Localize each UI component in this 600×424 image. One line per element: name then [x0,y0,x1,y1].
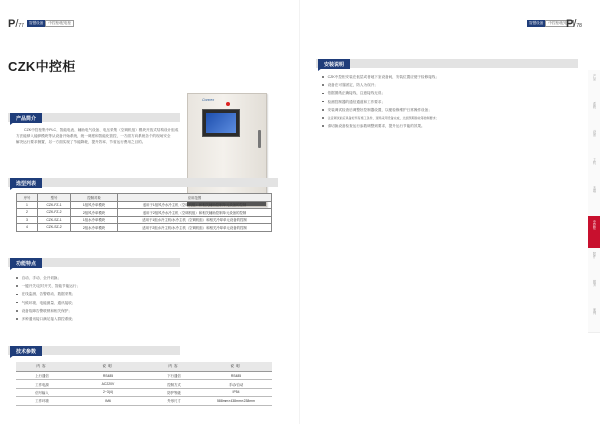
install-section-bar [316,59,578,68]
cell-model: CZK-FZ-2 [38,209,71,217]
side-tab-label: 中控柜 [592,220,596,230]
cell-value: RS485 [68,372,148,380]
install-list [322,73,578,130]
selection-table [16,193,272,232]
table-row [17,201,272,209]
side-tab[interactable] [588,126,600,155]
control-cabinet-image [187,93,267,207]
table-row [16,388,272,396]
selection-heading: 选型列表 [10,178,42,188]
cell-index: 1 [17,201,38,209]
cell-param: 工作电源 [16,380,68,388]
table-row [16,380,272,388]
list-item [322,122,578,130]
side-tab[interactable] [588,98,600,127]
tech-table [16,362,272,406]
cell-param: 上行通信 [16,372,68,380]
side-tab-label: 附件 [592,252,596,259]
cell-value: 2~3(4) [68,388,148,396]
col-header: 内容 [16,362,68,372]
table-row [16,372,272,380]
right-tag-subcategory: 中控柜/配电柜 [545,20,574,27]
features-list [16,274,186,323]
side-tab[interactable] [588,248,600,277]
list-item [16,315,186,323]
cell-model: CZK-SZ-1 [38,216,71,224]
install-text: 依据图纸正确接线，注意接线无误； [327,91,386,96]
cell-scope: 适用于1组风冷水冷主机（空调机组）和相关辅助控制单元设备的控制 [118,201,272,209]
page-spine [299,0,300,424]
side-tab-label: 服务 [592,280,596,287]
cell-value: 手动/自动 [200,380,272,388]
cell-param: 信号输入 [16,388,68,396]
left-header-tags [27,20,74,27]
cell-scope: 适用于2组风冷水冷主机（空调机组）和相关辅助控制单元设备的控制 [118,209,272,217]
right-page-value: 78 [576,23,582,29]
list-item [16,282,186,290]
left-tag-subcategory: 中控柜/配电柜 [45,20,74,27]
table-row [16,397,272,405]
side-tab[interactable] [588,182,600,211]
side-tab-label: 末端 [592,186,596,193]
col-header: 控制对象 [71,194,118,202]
list-item [322,106,578,114]
list-item [322,114,578,122]
table-row [17,216,272,224]
feature-text: 多种通讯接口满足接入群控系统； [21,317,76,322]
intro-line: 方法能够入能够模块等从设备开始系统，统一调度和智能化管控，一方面方向系统各个的现场安全 [16,134,171,139]
intro-line: CZK中控柜集中PLC、智能电表、辅助电气设备、电压采集（空调机组）模块开放式结构设计组成 [24,128,179,132]
col-header: 型号 [38,194,71,202]
cell-value: 588mm×438mm×238mm [200,397,272,405]
list-item [322,89,578,97]
cell-param: 工作环境 [16,397,68,405]
cell-value: RS485 [200,372,272,380]
install-text: 检测控制器的通信通道和工作要求； [327,99,386,104]
table-row [17,209,272,217]
tech-header-row [16,362,272,372]
list-item [16,290,186,298]
features-heading: 功能特点 [10,258,42,268]
cell-target: 2组水冷单模块 [71,224,118,232]
features-heading-tab [10,267,14,270]
list-item [322,81,578,89]
cell-param: 外形尺寸 [148,397,200,405]
right-page-letter: P [566,18,574,30]
side-tab[interactable] [588,154,600,183]
list-item [16,274,186,282]
tech-heading-tab [10,355,14,358]
cell-target: 2组风冷单模块 [71,209,118,217]
intro-heading-tab [10,122,14,125]
cell-index: 2 [17,209,38,217]
side-tab-active[interactable] [588,216,600,249]
side-tab-label: 系统 [592,102,596,109]
right-page-number: P/78 [566,18,582,30]
col-header: 说明 [200,362,272,372]
install-text: 请切换设备检查运行参数调整到要求，提升运行节能的效果。 [327,124,425,129]
install-text: CZK中控柜安装在低层或者地下室设备间，安装位置应便于检修接线； [327,75,439,79]
selection-heading-tab [10,187,14,190]
cabinet-touchscreen [202,109,240,137]
col-header: 说明 [68,362,148,372]
cell-target: 1组水冷单模块 [71,216,118,224]
list-item [16,307,186,315]
feature-text: 一键开关/定时开关、智能节能运行； [21,284,81,289]
feature-text: 气候环境、电能测量、通讯接收； [21,300,76,305]
cabinet-indicator-light [226,102,230,106]
install-text: 设备在可靠固定，防人为误开； [327,83,378,88]
side-tab-label: 主机 [592,158,596,165]
page-title: CZK中控柜 [8,59,76,74]
table-row [17,224,272,232]
intro-line: 解决运行要求侧置，另一方面实现了节能降耗，提升效率、节省运行费用之目的。 [16,140,146,145]
install-heading-tab [318,68,322,71]
install-text: 注意调试前应具备好所有施工条件，现场采用设备完成，达到预期验收等控制要求； [327,116,439,121]
left-page-letter: P [8,18,16,30]
tech-heading: 技术参数 [10,346,42,356]
col-header: 应用范围 [118,194,272,202]
list-item [322,73,578,81]
selection-section-bar [8,178,278,187]
cell-index: 3 [17,216,38,224]
feature-text: 设备故障告警联锁和相关保护； [21,308,72,313]
left-tag-category: 智慧设备 [27,20,45,27]
cell-target: 1组风冷单模块 [71,201,118,209]
list-item [322,98,578,106]
cell-model: CZK-FZ-1 [38,201,71,209]
cell-index: 4 [17,224,38,232]
side-tab[interactable] [588,70,600,99]
side-tab-label: 产品 [592,74,596,81]
cell-model: CZK-SZ-2 [38,224,71,232]
cell-param: 防护等级 [148,388,200,396]
cabinet-brand-label: Connex [202,98,215,102]
left-page-value: 77 [18,23,24,29]
cell-scope: 适用于1组水冷主机/水冷主机（空调机组）和相关冷却单元设备的控制 [118,216,272,224]
install-text: 安装调试检查后调整好控制器设置，以便检修维护日常操作设备； [327,107,432,112]
feature-text: 在线监测、告警联动、数据采集； [21,292,76,297]
col-header: 内容 [148,362,200,372]
right-tag-category: 智慧设备 [527,20,545,27]
list-item [16,299,186,307]
side-tab[interactable] [588,304,600,333]
cell-param: 控制方式 [148,380,200,388]
cell-param: 下行通信 [148,372,200,380]
col-header: 序号 [17,194,38,202]
feature-text: 自动、手动、全开切换； [21,276,62,280]
side-tab[interactable] [588,276,600,305]
cell-value: IP54 [200,388,272,396]
side-tab-label: 设备 [592,130,596,137]
cell-value: AC220V [68,380,148,388]
intro-heading: 产品简介 [10,113,42,123]
cell-value: IM6 [68,397,148,405]
cell-scope: 适用于2组水冷主机/水冷主机（空调机组）和相关冷却单元设备的控制 [118,224,272,232]
install-heading: 安装说明 [318,59,350,69]
side-tab-label: 案例 [592,308,596,315]
cabinet-door-handle [258,130,261,148]
selection-header-row [17,194,272,202]
intro-paragraph [16,127,194,146]
left-page-number: P/77 [8,18,24,30]
